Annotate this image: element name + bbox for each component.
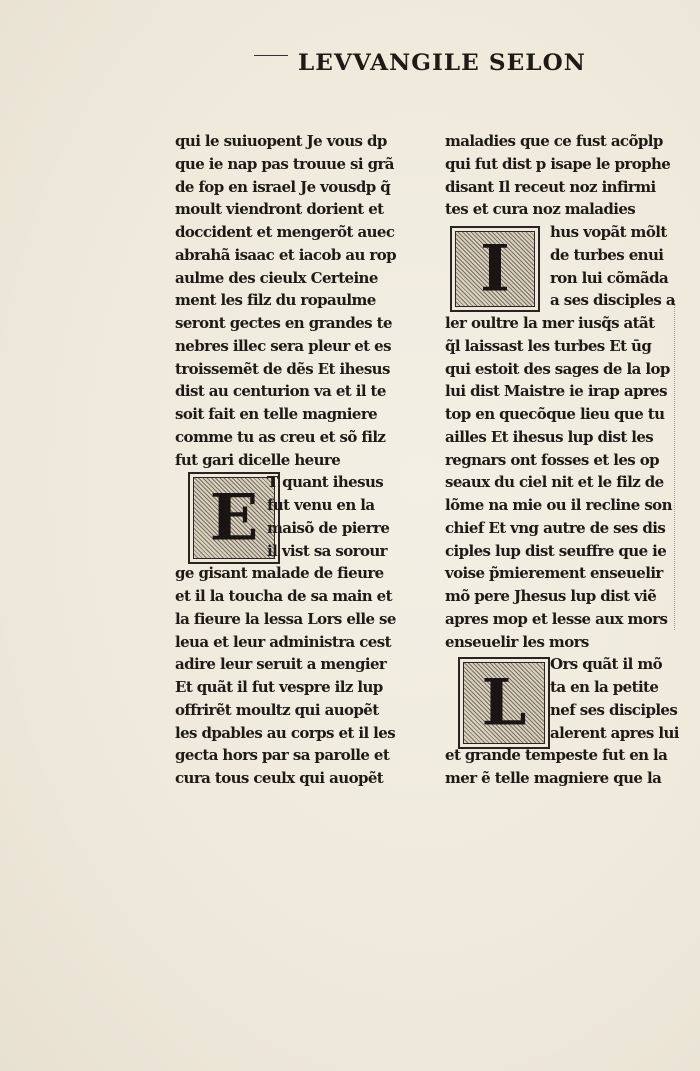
text-line: T quant ihesus [267, 473, 384, 492]
text-line: q̃l laissast les turbes Et ūg [445, 336, 652, 355]
text-line: qui estoit des sages de la lop [445, 359, 670, 378]
text-line: enseuelir les mors [445, 632, 589, 651]
decorated-initial-e: E [188, 472, 280, 564]
text-line: ta en la petite [550, 678, 659, 696]
text-line: qui fut dist p isape le prophe [445, 154, 671, 173]
text-line: maisõ de pierre [267, 518, 390, 537]
text-line: top en quecõque lieu que tu [445, 405, 665, 423]
text-line: ment les filz du ropaulme [175, 291, 376, 310]
text-line: qui le suiuopent Je vous dp [175, 132, 387, 150]
text-line: aulme des cieulx Certeine [175, 268, 378, 287]
text-line: Ors quãt il mõ [550, 655, 662, 674]
text-line: nebres illec sera pleur et es [175, 336, 391, 355]
text-line: de turbes enui [550, 245, 664, 264]
text-line: abrahã isaac et iacob au rop [175, 245, 397, 264]
text-line: cura tous ceulx qui auopẽt [175, 769, 384, 787]
text-line: nef ses disciples [550, 700, 678, 719]
text-line: ron lui cõmãda [550, 268, 669, 287]
text-line: moult viendront dorient et [175, 200, 384, 219]
text-line: seaux du ciel nit et le filz de [445, 473, 664, 492]
text-line: adire leur seruit a mengier [175, 655, 387, 674]
text-line: hus vopãt mõlt [550, 223, 667, 241]
text-line: ler oultre la mer iusq̃s atãt [445, 314, 655, 332]
text-line: offrirẽt moultz qui auopẽt [175, 700, 379, 719]
text-line: et il la toucha de sa main et [175, 587, 392, 605]
text-line: il vist sa sorour [267, 541, 387, 560]
text-line: Et quãt il fut vespre ilz lup [175, 678, 383, 696]
text-line: soit fait en telle magniere [175, 405, 378, 423]
text-line: les dpables au corps et il les [175, 723, 396, 742]
left-text-column [175, 130, 413, 790]
text-line: a ses disciples a [550, 291, 675, 310]
text-line: apres mop et lesse aux mors [445, 609, 668, 628]
text-line: de fop en israel Je vousdp q̃ [175, 177, 391, 196]
text-line: dist au centurion va et il te [175, 382, 386, 401]
text-line: lui dist Maistre ie irap apres [445, 382, 667, 401]
text-line: seront gectes en grandes te [175, 314, 392, 332]
text-line: ailles Et ihesus lup dist les [445, 427, 654, 446]
text-line: et grande tempeste fut en la [445, 746, 668, 765]
running-title: LEVVANGILE SELON [298, 50, 586, 76]
text-line: chief Et vng autre de ses dis [445, 518, 666, 537]
text-line: regnars ont fosses et les op [445, 450, 660, 469]
text-line: lõme na mie ou il recline son [445, 496, 672, 514]
text-line: leua et leur administra cest [175, 632, 391, 651]
text-line: voise p̃mierement enseuelir [445, 564, 663, 583]
text-line: tes et cura noz maladies [445, 200, 636, 219]
text-line: disant Il receut noz infirmi [445, 177, 656, 196]
text-line: la fieure la lessa Lors elle se [175, 609, 396, 628]
margin-dotted-mark [674, 300, 681, 630]
text-line: gecta hors par sa parolle et [175, 746, 390, 765]
text-line: que ie nap pas trouue si grã [175, 154, 394, 173]
header-rule [254, 55, 288, 56]
text-line: ge gisant malade de fieure [175, 564, 384, 583]
right-text-column [445, 130, 683, 790]
text-line: alerent apres lui [550, 723, 679, 742]
text-line: maladies que ce fust acõplp [445, 132, 663, 150]
text-line: fut gari dicelle heure [175, 450, 341, 469]
text-line: troissemẽt de dẽs Et ihesus [175, 359, 390, 378]
text-line: doccident et mengerõt auec [175, 223, 395, 241]
text-line: mõ pere Jhesus lup dist viẽ [445, 587, 657, 605]
text-line: ciples lup dist seuffre que ie [445, 541, 667, 560]
decorated-initial-l: L [458, 657, 550, 749]
text-line: mer ẽ telle magniere que la [445, 769, 662, 787]
text-line: fut venu en la [267, 496, 375, 514]
decorated-initial-i: I [450, 226, 540, 312]
text-line: comme tu as creu et sõ filz [175, 427, 386, 446]
